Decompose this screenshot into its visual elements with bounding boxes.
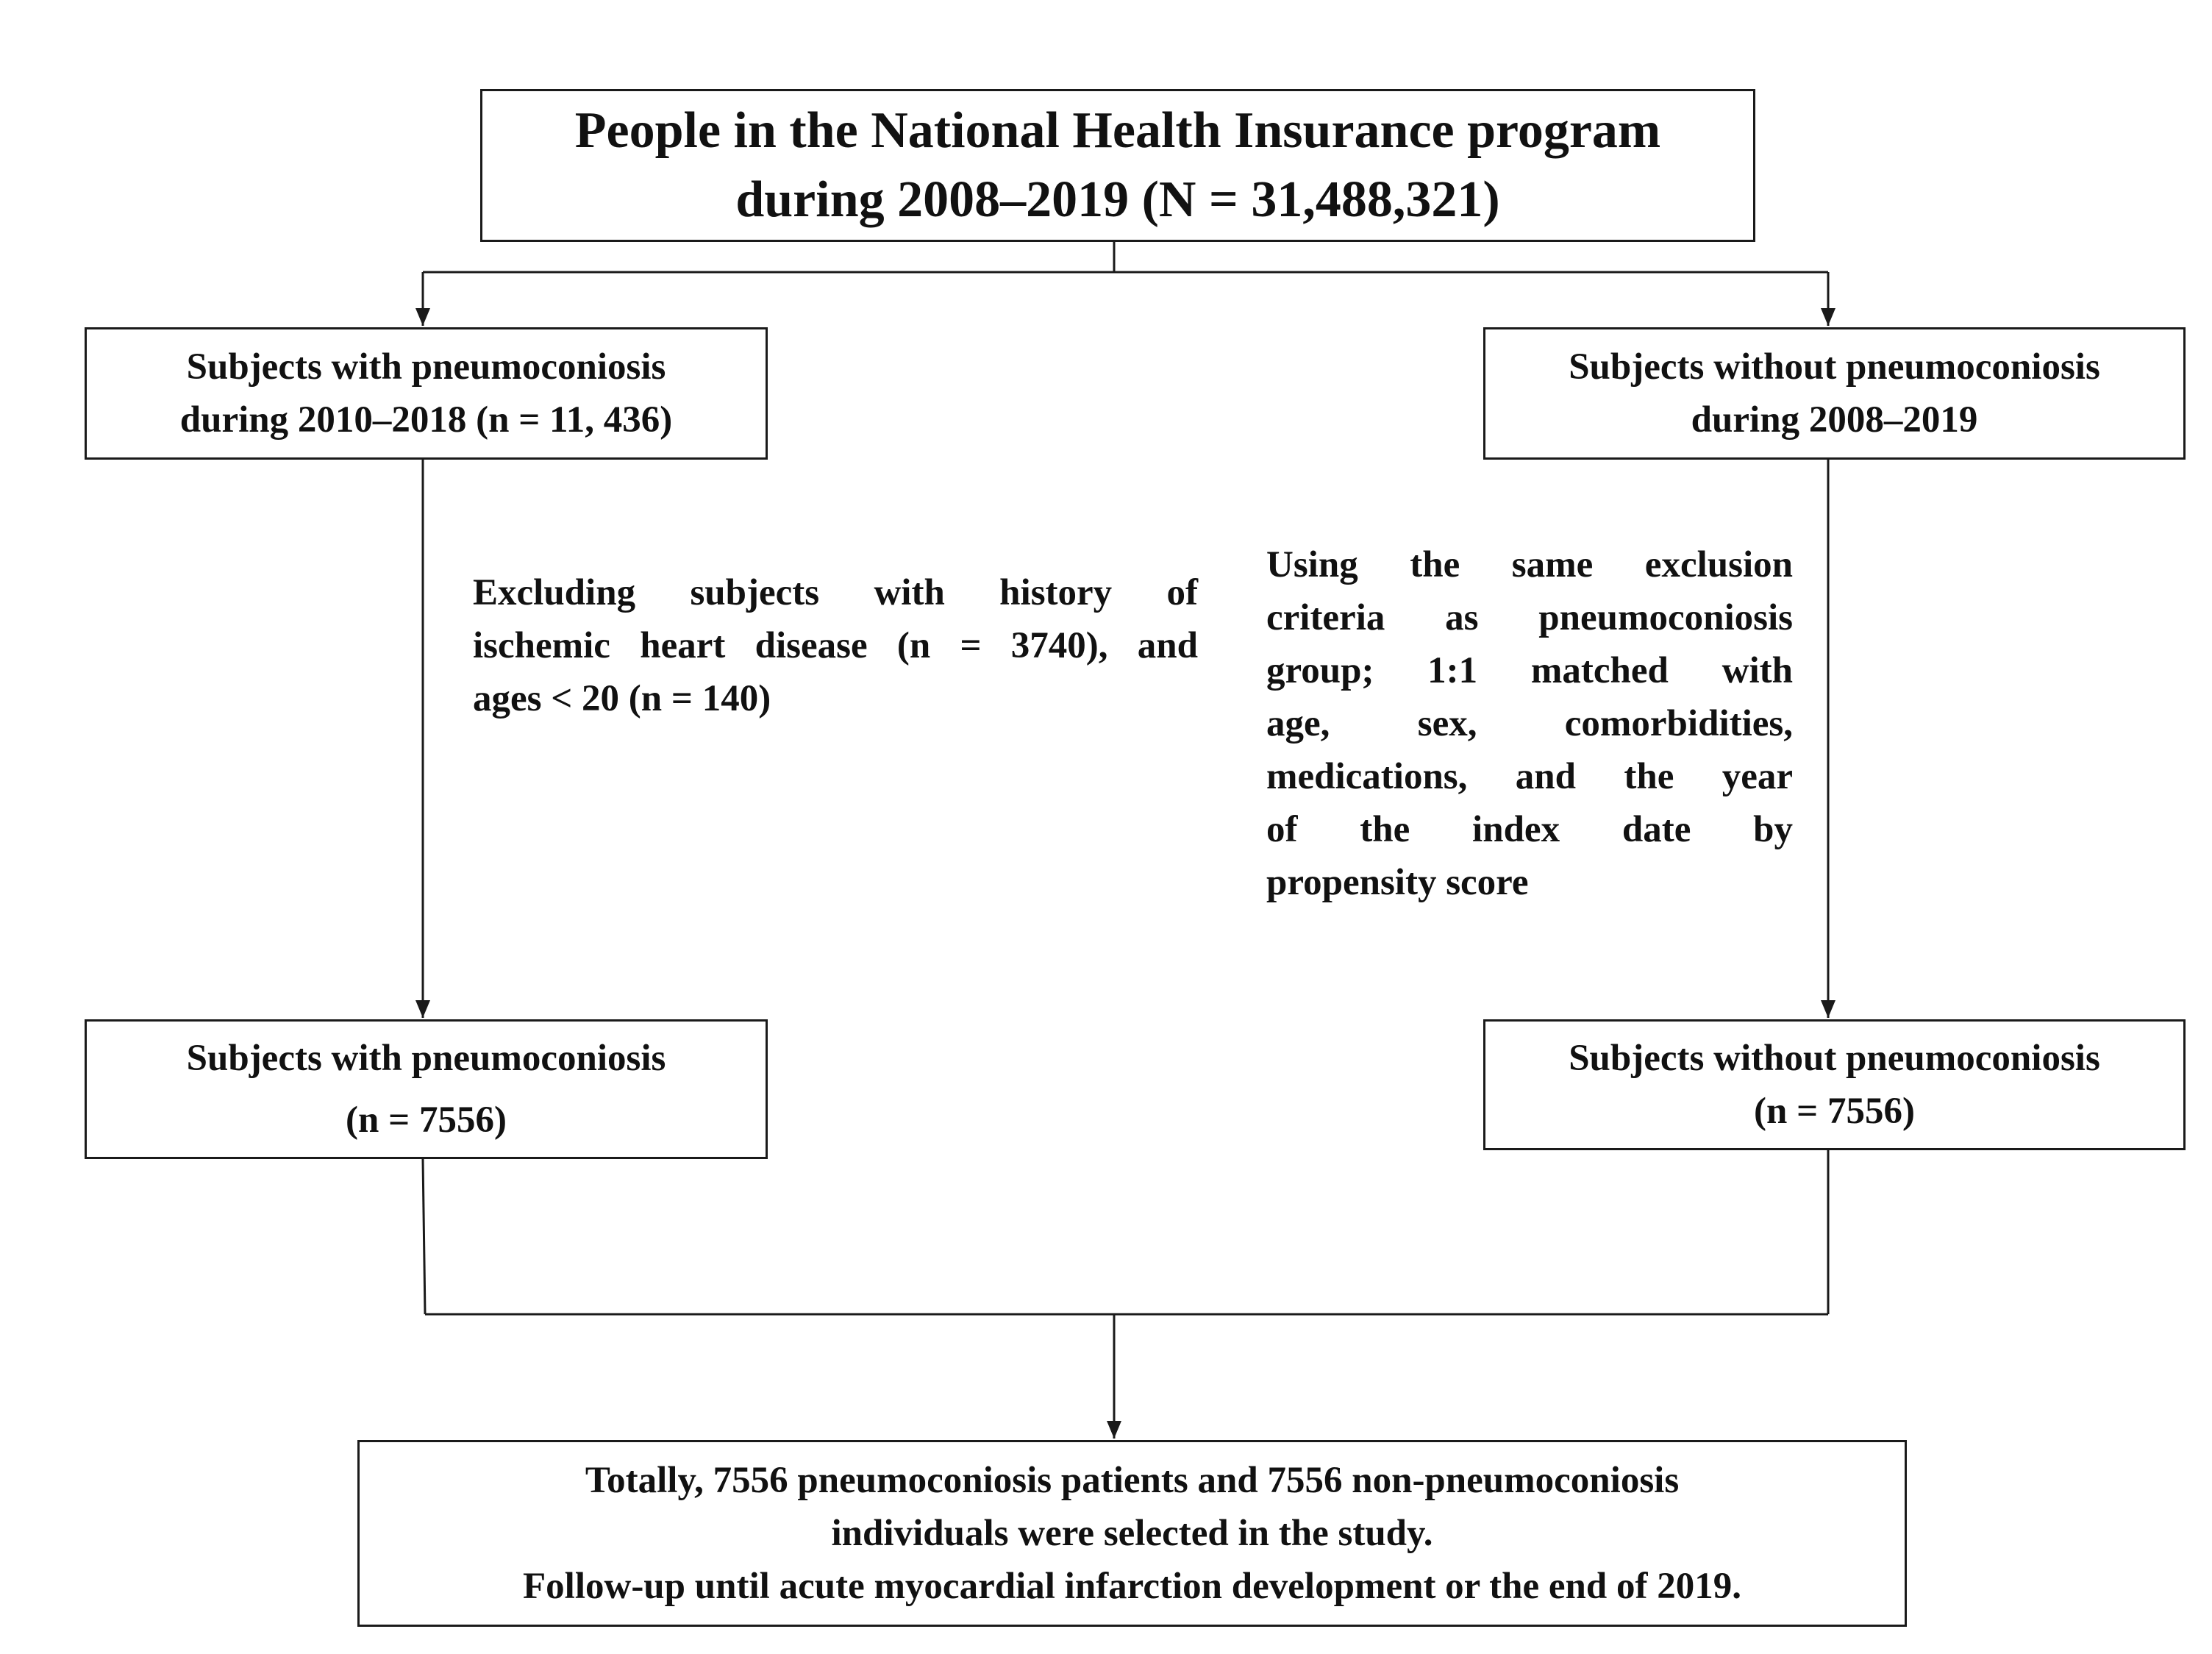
non-pneumoconiosis-final-line-1: Subjects without pneumoconiosis bbox=[1569, 1038, 2100, 1079]
matching-note bbox=[1266, 538, 1793, 909]
pneumoconiosis-initial-line-1: Subjects with pneumoconiosis bbox=[186, 346, 666, 388]
connector-left-2-down bbox=[423, 1159, 425, 1314]
study-cohort-line-3: Follow-up until acute myocardial infarction development or the end of 2019. bbox=[523, 1566, 1741, 1607]
matching-note-line-2: criteria as pneumoconiosis bbox=[1266, 597, 1793, 638]
study-cohort-line-2: individuals were selected in the study. bbox=[831, 1513, 1433, 1554]
exclusion-note-line-3: ages < 20 (n = 140) bbox=[473, 678, 771, 719]
arrowhead-bottom bbox=[1107, 1421, 1121, 1439]
pneumoconiosis-initial-box bbox=[85, 327, 768, 460]
matching-note-line-6: of the index date by bbox=[1266, 809, 1793, 850]
arrowhead-right-2 bbox=[1821, 1000, 1835, 1018]
pneumoconiosis-final-box bbox=[85, 1019, 768, 1159]
matching-note-line-5: medications, and the year bbox=[1266, 756, 1793, 797]
pneumoconiosis-final-line-2: (n = 7556) bbox=[346, 1099, 507, 1141]
pneumoconiosis-initial-line-2: during 2010–2018 (n = 11, 436) bbox=[179, 399, 673, 441]
matching-note-line-7: propensity score bbox=[1266, 862, 1529, 903]
exclusion-note bbox=[473, 566, 1198, 725]
population-box bbox=[480, 89, 1755, 242]
non-pneumoconiosis-final-box bbox=[1483, 1019, 2186, 1150]
non-pneumoconiosis-initial-line-2: during 2008–2019 bbox=[1691, 399, 1978, 441]
non-pneumoconiosis-final-line-2: (n = 7556) bbox=[1754, 1091, 1915, 1132]
pneumoconiosis-final-line-1: Subjects with pneumoconiosis bbox=[186, 1038, 666, 1079]
study-cohort-box bbox=[357, 1440, 1907, 1627]
matching-note-line-1: Using the same exclusion bbox=[1266, 544, 1793, 585]
exclusion-note-line-2: ischemic heart disease (n = 3740), and bbox=[473, 625, 1198, 666]
exclusion-note-line-1: Excluding subjects with history of bbox=[473, 572, 1198, 613]
matching-note-line-4: age, sex, comorbidities, bbox=[1266, 703, 1793, 744]
non-pneumoconiosis-initial-box bbox=[1483, 327, 2186, 460]
arrowhead-right-1 bbox=[1821, 308, 1835, 326]
study-cohort-line-1: Totally, 7556 pneumoconiosis patients and 7556 non-pneumoconiosis bbox=[585, 1460, 1680, 1501]
arrowhead-left-2 bbox=[415, 1000, 430, 1018]
matching-note-line-3: group; 1:1 matched with bbox=[1266, 650, 1793, 691]
arrowhead-left-1 bbox=[415, 308, 430, 326]
population-line-1: People in the National Health Insurance program bbox=[574, 102, 1661, 159]
non-pneumoconiosis-initial-line-1: Subjects without pneumoconiosis bbox=[1569, 346, 2100, 388]
population-line-2: during 2008–2019 (N = 31,488,321) bbox=[735, 171, 1500, 228]
